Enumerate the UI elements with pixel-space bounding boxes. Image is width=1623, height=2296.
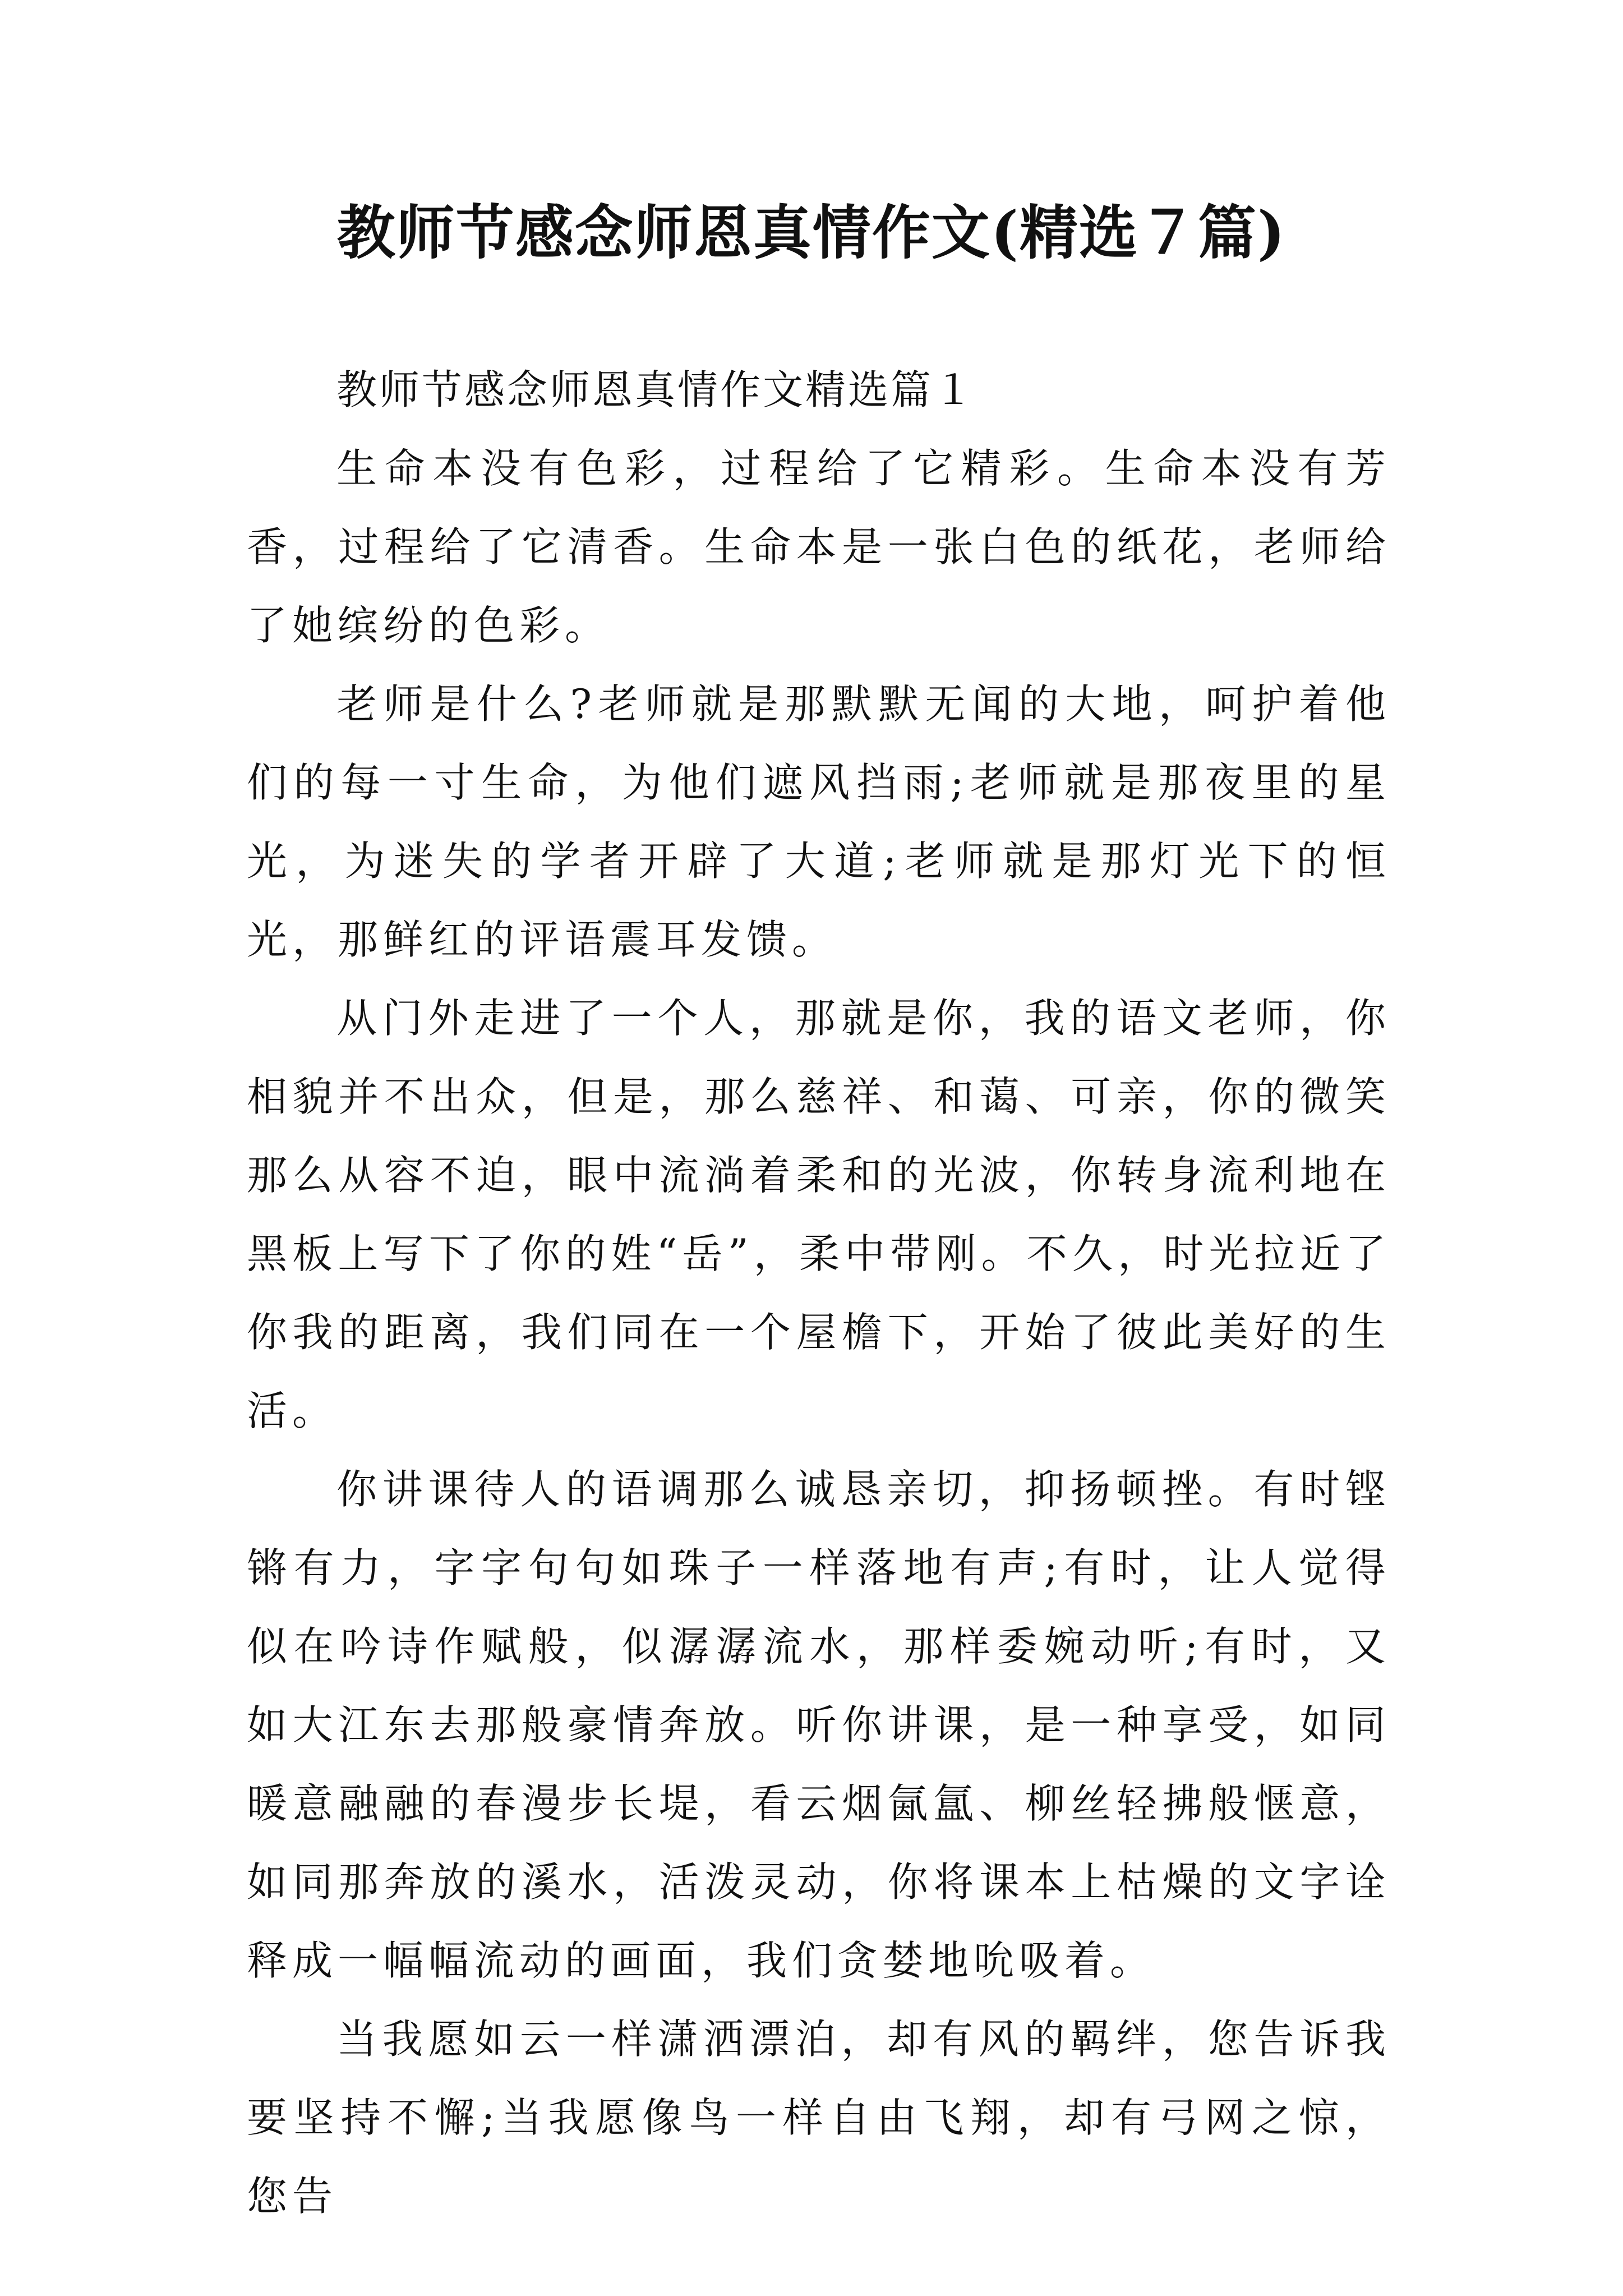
paragraph: 你讲课待人的语调那么诚恳亲切，抑扬顿挫。有时铿锵有力，字字句句如珠子一样落地有声;有时，让人觉得似在吟诗作赋般，似潺潺流水，那样委婉动听;有时，又如大江东去那般豪情奔放。听你讲课，是一种享受，如同暖意融融的春漫步长堤，看云烟氤氲、柳丝轻拂般惬意，如同那奔放的溪水，活泼灵动，你将课本上枯燥的文字诠释成一幅幅流动的画面，我们贪婪地吮吸着。: [247, 1466, 1391, 1984]
paragraph: 当我愿如云一样潇洒漂泊，却有风的羁绊，您告诉我要坚持不懈;当我愿像鸟一样自由飞翔，却有弓网之惊，您告: [247, 2016, 1391, 2220]
section-heading: 教师节感念师恩真情作文精选篇１: [336, 366, 976, 413]
paragraph: 生命本没有色彩，过程给了它精彩。生命本没有芳香，过程给了它清香。生命本是一张白色的纸花，老师给了她缤纷的色彩。: [247, 445, 1391, 649]
document-body: [247, 351, 1391, 2235]
document-title: 教师节感念师恩真情作文(精选７篇): [336, 198, 1287, 267]
paragraph: 老师是什么?老师就是那默默无闻的大地，呵护着他们的每一寸生命，为他们遮风挡雨;老师就是那夜里的星光，为迷失的学者开辟了大道;老师就是那灯光下的恒光，那鲜红的评语震耳发馈。: [247, 680, 1391, 963]
paragraph: 从门外走进了一个人，那就是你，我的语文老师，你相貌并不出众，但是，那么慈祥、和蔼、可亲，你的微笑那么从容不迫，眼中流淌着柔和的光波，你转身流利地在黑板上写下了你的姓“岳”，柔中带刚。不久，时光拉近了你我的距离，我们同在一个屋檐下，开始了彼此美好的生活。: [247, 995, 1391, 1434]
